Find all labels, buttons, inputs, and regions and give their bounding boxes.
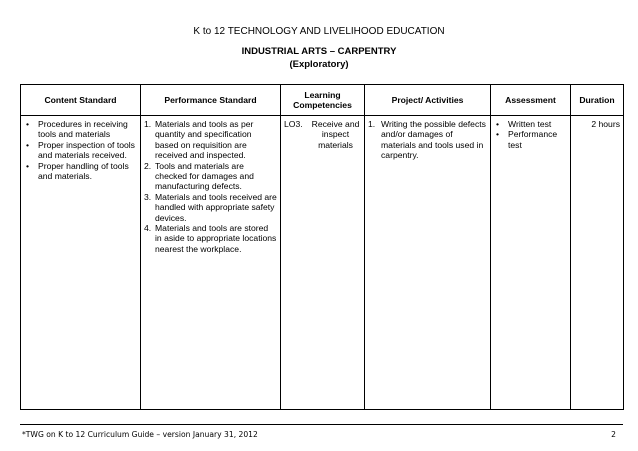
list-item: • Proper inspection of tools and materials received.: [24, 140, 137, 161]
header-content-standard: Content Standard: [21, 85, 141, 116]
list-item: • Written test: [494, 119, 567, 129]
list-item: • Proper handling of tools and materials.: [24, 161, 137, 182]
item-text: Materials and tools are stored in aside to appropriate locations nearest the workplace.: [155, 223, 277, 254]
header-assessment: Assessment: [491, 85, 571, 116]
header-performance-standard: Performance Standard: [141, 85, 281, 116]
performance-standard-cell: [141, 116, 281, 410]
lo-code: LO3.: [284, 119, 303, 129]
table-header-row: [21, 85, 624, 116]
curriculum-table: [20, 84, 624, 410]
subject-subtitle: (Exploratory): [289, 59, 349, 70]
list-item: [144, 119, 277, 161]
item-text: Materials and tools received are handled with appropriate safety devices.: [155, 191, 277, 223]
lo-text: Receive and inspect materials: [311, 119, 360, 150]
header-learning-competencies: [281, 85, 365, 116]
item-number: 2.: [144, 160, 152, 171]
item-text: Materials and tools as per quantity and specification based on requisition are received and inspected.: [155, 119, 254, 161]
table-row: [21, 116, 624, 410]
duration-cell: 2 hours: [571, 116, 624, 410]
item-number: 1.: [368, 119, 376, 129]
list-item: [144, 192, 277, 223]
header-duration: Duration: [571, 85, 624, 116]
list-item: • Performance test: [494, 129, 567, 150]
list-item: [144, 161, 277, 192]
header-project-activities: Project/ Activities: [365, 85, 491, 116]
footer-divider: [20, 424, 623, 425]
item-text: Tools and materials are checked for damages and manufacturing defects.: [155, 160, 254, 192]
list-item: • Procedures in receiving tools and materials: [24, 119, 137, 140]
assessment-cell: [491, 116, 571, 410]
item-text: Writing the possible defects and/or damages of materials and tools used in carpentry.: [381, 119, 486, 161]
document-title: K to 12 TECHNOLOGY AND LIVELIHOOD EDUCATION: [193, 26, 445, 37]
list-item: [144, 223, 277, 254]
project-activities-cell: [365, 116, 491, 410]
header-learning-line2: Competencies: [293, 100, 352, 110]
page-number: 2: [611, 430, 616, 439]
content-standard-cell: [21, 116, 141, 410]
footer-note: *TWG on K to 12 Curriculum Guide – version January 31, 2012: [22, 430, 258, 439]
learning-competencies-cell: [281, 116, 365, 410]
item-number: 1.: [144, 119, 152, 129]
item-number: 4.: [144, 223, 152, 234]
list-item: [368, 119, 487, 161]
header-learning-line1: Learning: [304, 89, 341, 100]
subject-title: INDUSTRIAL ARTS – CARPENTRY: [241, 46, 397, 57]
item-number: 3.: [144, 191, 152, 202]
